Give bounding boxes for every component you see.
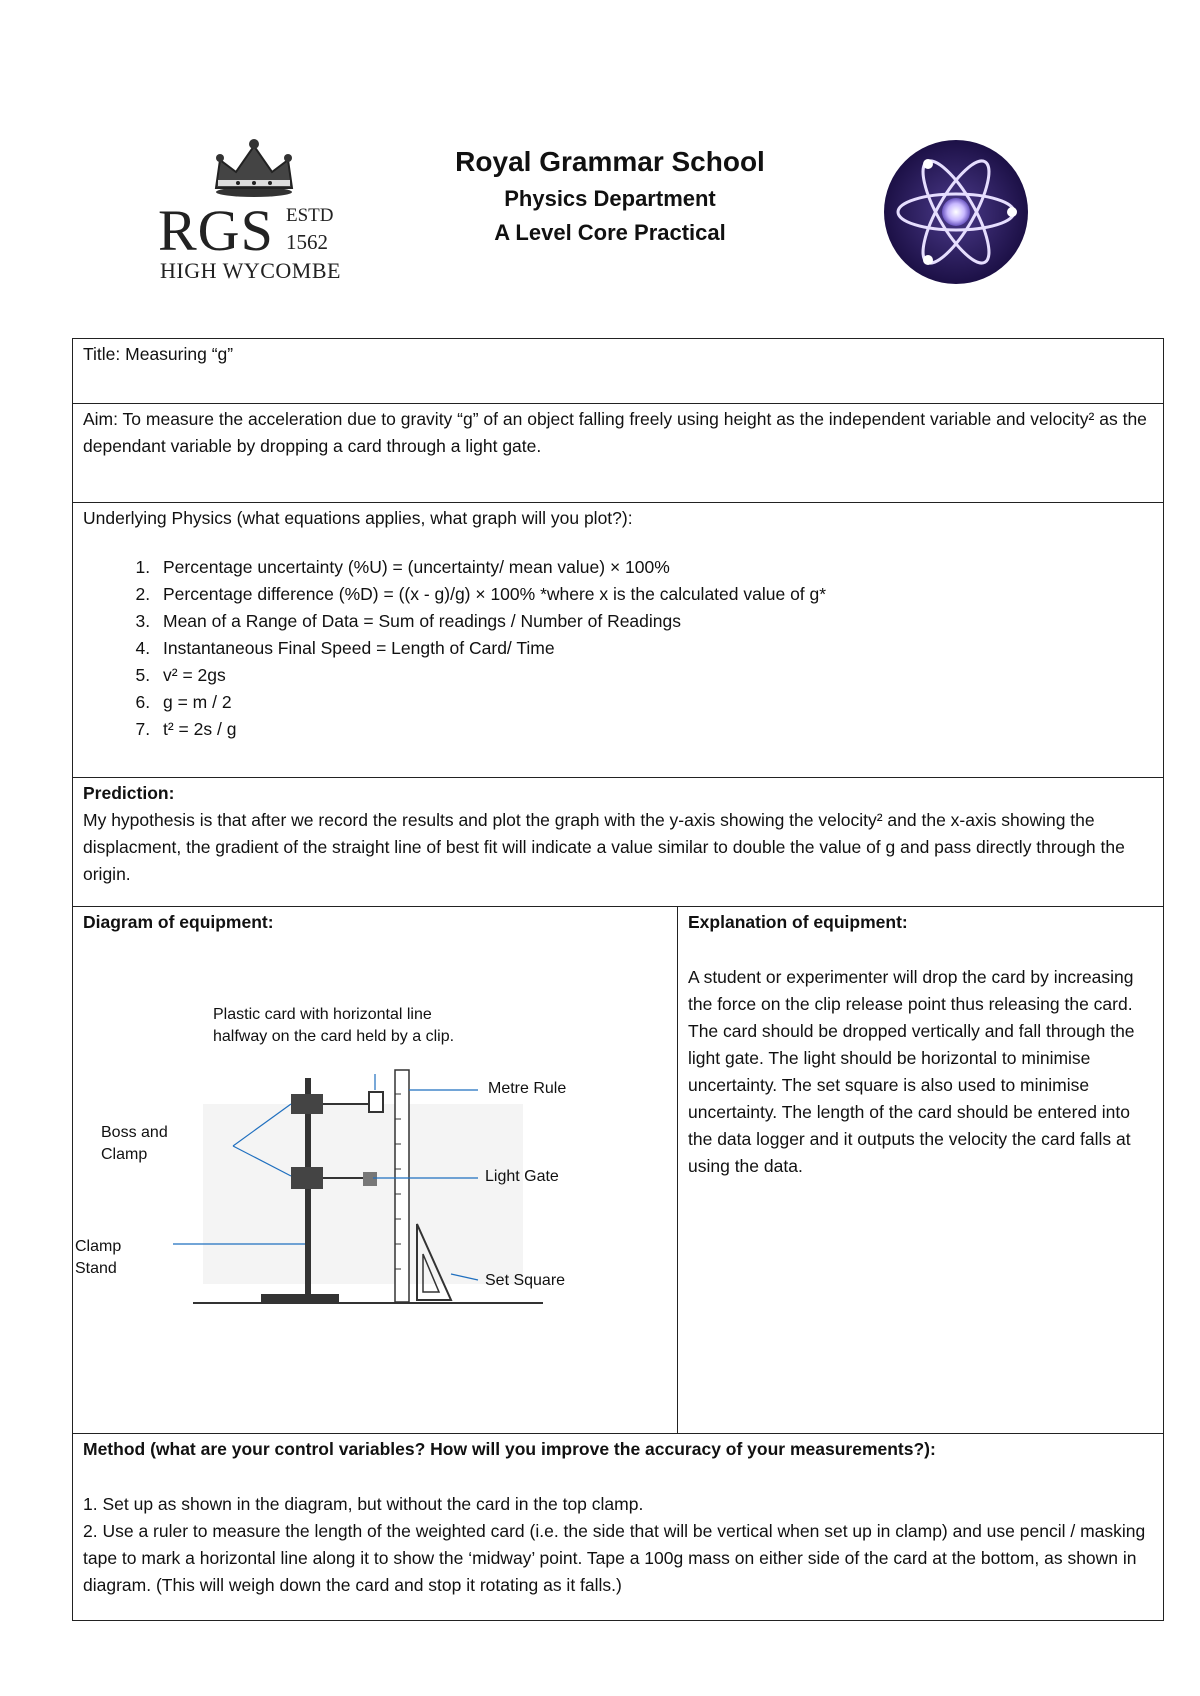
department-name: Physics Department: [504, 186, 716, 211]
page-header: [0, 0, 1200, 330]
crown-icon: [208, 136, 300, 198]
method-steps: [83, 1491, 1153, 1599]
school-name: Royal Grammar School: [455, 146, 765, 177]
prediction-cell: [73, 778, 1164, 907]
equation-item: 3. Mean of a Range of Data = Sum of readings / Number of Readings: [155, 608, 1153, 635]
label-stand-1: Clamp: [75, 1238, 122, 1255]
method-heading: Method (what are your control variables? How will you improve the accuracy of your measurements?):: [83, 1439, 936, 1459]
label-card-1: Plastic card with horizontal line: [213, 1006, 432, 1023]
method-step: 1. Set up as shown in the diagram, but without the card in the top clamp.: [83, 1494, 644, 1514]
label-set-square: Set Square: [485, 1272, 566, 1289]
equation-item: 2. Percentage difference (%D) = ((x - g)/g) × 100% *where x is the calculated value of g*: [155, 581, 1153, 608]
equipment-diagram: [75, 1004, 567, 1334]
label-card-2: halfway on the card held by a clip.: [213, 1028, 455, 1045]
equation-item: 5. v² = 2gs: [155, 662, 1153, 689]
diagram-heading: Diagram of equipment:: [83, 912, 274, 932]
method-cell: [73, 1434, 1164, 1621]
logo-town: HIGH WYCOMBE: [160, 258, 341, 283]
logo-letters: RGS: [158, 198, 274, 263]
practical-subtitle: A Level Core Practical: [494, 220, 726, 245]
equation-list: [83, 554, 1153, 743]
label-boss-2: Clamp: [101, 1146, 148, 1163]
equation-item: 7. t² = 2s / g: [155, 716, 1153, 743]
equation-item: 6. g = m / 2: [155, 689, 1153, 716]
prediction-heading: Prediction:: [83, 783, 175, 803]
aim-cell: [73, 404, 1164, 503]
title-text: Title: Measuring “g”: [83, 344, 234, 364]
equation-item: 4. Instantaneous Final Speed = Length of Card/ Time: [155, 635, 1153, 662]
aim-text: Aim: To measure the acceleration due to gravity “g” of an object falling freely using height as the independent variable and velocity² as the dependant variable by dropping a card through a light gate.: [83, 409, 1147, 456]
diagram-cell: [73, 907, 678, 1434]
practical-table: [72, 338, 1164, 1621]
equation-item: 1. Percentage uncertainty (%U) = (uncertainty/ mean value) × 100%: [155, 554, 1153, 581]
atom-icon: [882, 138, 1030, 286]
prediction-text: My hypothesis is that after we record the results and plot the graph with the y-axis showing the velocity² and the x-axis showing the displacment, the gradient of the straight line of best fit will indicate a value similar to double the value of g and pass directly through the origin.: [83, 810, 1125, 884]
physics-cell: [73, 503, 1164, 778]
title-cell: [73, 339, 1164, 404]
explanation-text: A student or experimenter will drop the card by increasing the force on the clip release point thus releasing the card. The card should be dropped vertically and fall through the light gate. The light should be horizontal to minimise uncertainty. The set square is also used to minimise uncertainty. The length of the card should be entered into the data logger and it outputs the velocity the card falls at using the data.: [688, 967, 1135, 1176]
header-titles: [410, 142, 810, 250]
explanation-cell: [678, 907, 1164, 1434]
logo-year: 1562: [286, 230, 328, 254]
label-boss-1: Boss and: [101, 1124, 168, 1141]
method-step: 2. Use a ruler to measure the length of the weighted card (i.e. the side that will be vertical when set up in clamp) and use pencil / masking tape to mark a horizontal line along it to show the ‘midway’ point. Tape a 100g mass on either side of the card at the bottom, as shown in diagram. (This will weigh down the card and stop it rotating as it falls.): [83, 1521, 1146, 1595]
label-metre-rule: Metre Rule: [488, 1080, 567, 1097]
logo-est: ESTD: [286, 205, 334, 226]
label-light-gate: Light Gate: [485, 1168, 559, 1185]
explanation-heading: Explanation of equipment:: [688, 912, 908, 932]
label-stand-2: Stand: [75, 1260, 117, 1277]
physics-heading: Underlying Physics (what equations applies, what graph will you plot?):: [83, 508, 633, 528]
rgs-logo: [158, 136, 348, 286]
